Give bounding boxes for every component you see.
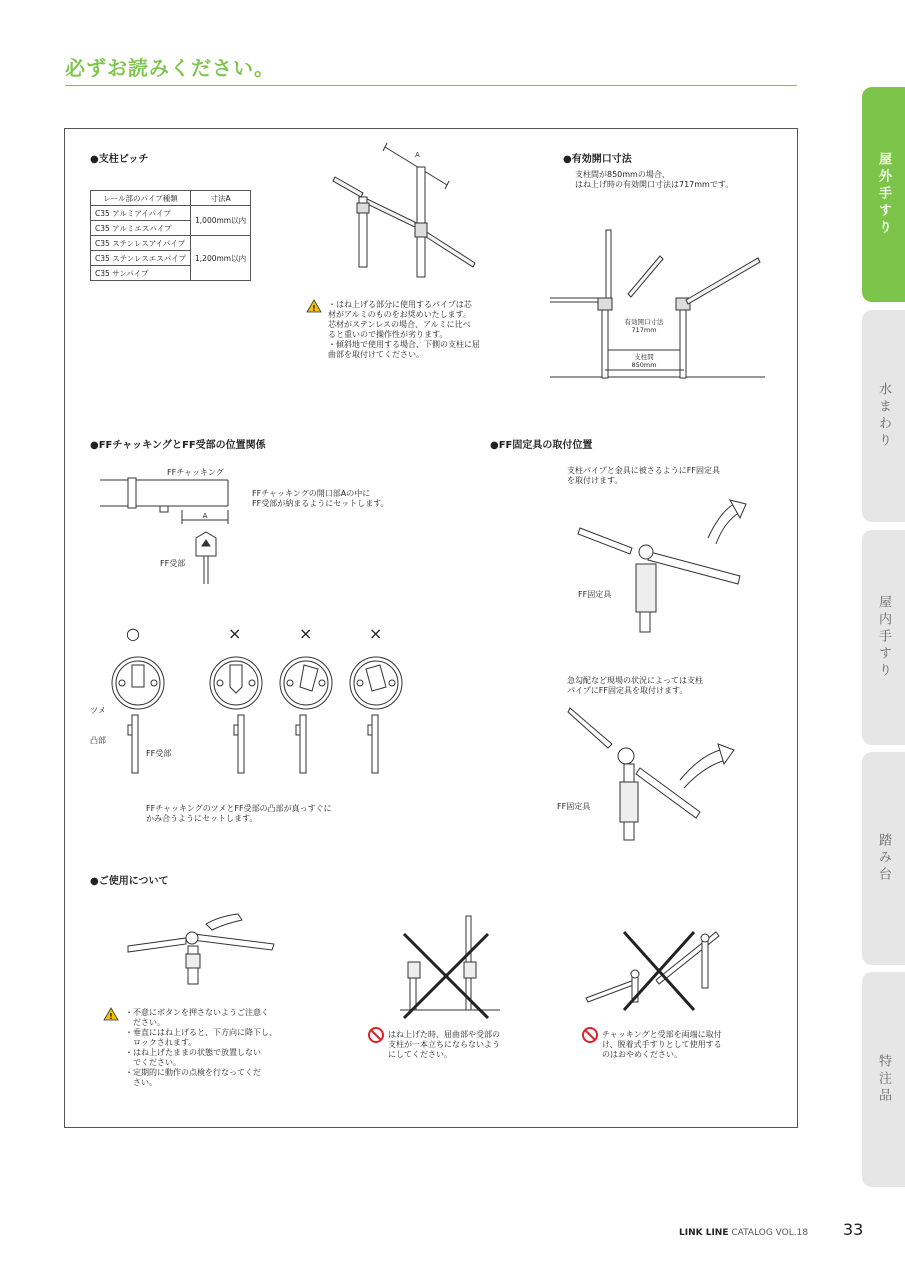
prohibit-line: け、脱着式手すりとして使用する xyxy=(602,1040,722,1049)
warning-line: ・不意にボタンを押さないようご注意く xyxy=(125,1008,269,1017)
ff-receiver-label: FF受部 xyxy=(160,559,186,568)
warning-line: さい。 xyxy=(125,1078,157,1087)
ff-position-text xyxy=(252,489,389,509)
ff-fixture-text-1 xyxy=(567,466,720,486)
pitch-table-cell: C35 ステンレスアイパイプ xyxy=(91,236,191,251)
pitch-table-header: レール部のパイプ種類 xyxy=(91,191,191,206)
ff-position-note xyxy=(146,804,332,824)
warning-icon xyxy=(104,1008,118,1020)
pitch-table-cell: C35 アルミエスパイプ xyxy=(91,221,191,236)
pitch-table-cell: C35 サンパイプ xyxy=(91,266,191,281)
opening-diagram xyxy=(550,222,770,382)
ff-receiver-label-2: FF受部 xyxy=(146,749,172,758)
pitch-warning xyxy=(328,300,480,360)
ff-fixture-label-1: FF固定具 xyxy=(578,590,612,599)
tab-custom[interactable] xyxy=(862,972,905,1187)
title-rule xyxy=(65,85,797,86)
warning-line: ・傾斜地で使用する場合、下側の支柱に屈 xyxy=(328,340,480,349)
ff-fixture-diagram-1 xyxy=(580,492,750,632)
pitch-table xyxy=(90,190,251,281)
opening-value: 717mm xyxy=(631,326,657,334)
warning-line: ・はね上げる部分に使用するパイプは芯 xyxy=(328,300,472,309)
brand-name: LINK LINE xyxy=(679,1228,729,1238)
warning-line: でください。 xyxy=(125,1058,181,1067)
ff-fixture-diagram-2 xyxy=(570,704,745,844)
svg-text:!: ! xyxy=(312,304,316,313)
warning-line: ・垂直にはね上げると、下方向に降下し、 xyxy=(125,1028,277,1037)
footer-brand xyxy=(679,1228,808,1238)
prohibit-text-1 xyxy=(388,1030,500,1060)
ff-chucking-label: FFチャッキング xyxy=(167,468,224,477)
prohibit-line: はね上げた時、屈曲部や受部の xyxy=(388,1030,500,1039)
tab-water[interactable] xyxy=(862,310,905,522)
ff-fixture-label-2: FF固定具 xyxy=(557,802,591,811)
prohibit-line: のはおやめください。 xyxy=(602,1050,682,1059)
warning-line: 材がアルミのものをお奨めいたします。 xyxy=(328,310,472,319)
ff-position-text-line: FFチャッキングの開口部Aの中に xyxy=(252,489,371,498)
ff-fixture-line: パイプにFF固定具を取付けます。 xyxy=(567,686,688,695)
pitch-value: 850mm xyxy=(631,361,657,369)
warning-line: ロックされます。 xyxy=(125,1038,197,1047)
warning-line: ・はね上げたままの状態で放置しない xyxy=(125,1048,261,1057)
warning-line: 曲部を取付けてください。 xyxy=(328,350,424,359)
pitch-table-cell: 1,200mm以内 xyxy=(191,236,251,281)
prohibited-usage-diagram-1 xyxy=(400,912,500,1022)
pitch-table-cell: 1,000mm以内 xyxy=(191,206,251,236)
opening-label: 有効開口寸法 xyxy=(624,318,664,326)
prohibit-line: にしてください。 xyxy=(388,1050,452,1059)
ff-fixture-line: を取付けます。 xyxy=(567,476,623,485)
ff-position-text-line: FF受部が納まるようにセットします。 xyxy=(252,499,389,508)
usage-heading: ●ご使用について xyxy=(90,876,169,887)
catalog-version: CATALOG VOL.18 xyxy=(731,1228,809,1238)
svg-text:!: ! xyxy=(109,1012,113,1021)
tsume-label: ツメ xyxy=(90,706,106,715)
prohibit-line: 支柱が一本立ちにならないよう xyxy=(388,1040,500,1049)
prohibited-usage-diagram-2 xyxy=(586,928,726,1014)
ng-mark: × xyxy=(369,624,383,643)
prohibit-icon xyxy=(582,1027,598,1043)
prohibit-icon xyxy=(368,1027,384,1043)
pitch-table-cell: C35 ステンレスエスパイプ xyxy=(91,251,191,266)
opening-text-line: はね上げ時の有効開口寸法は717mmです。 xyxy=(575,180,734,189)
warning-icon xyxy=(307,300,321,312)
pitch-diagram xyxy=(325,145,485,275)
ng-mark: × xyxy=(228,624,242,643)
warning-line: ・定期的に動作の点検を行なってくだ xyxy=(125,1068,261,1077)
pitch-label: 支柱間 xyxy=(634,353,654,361)
prohibit-line: チャッキングと受部を両端に取付 xyxy=(602,1030,722,1039)
opening-heading: ●有効開口寸法 xyxy=(563,154,632,165)
pitch-heading: ●支柱ピッチ xyxy=(90,154,149,165)
tab-label: 水まわり xyxy=(876,382,891,450)
ff-note-line: かみ合うようにセットします。 xyxy=(146,814,258,823)
opening-text-line: 支柱間が850mmの場合、 xyxy=(575,170,670,179)
pitch-table-cell: C35 アルミアイパイプ xyxy=(91,206,191,221)
warning-line: 芯材がステンレスの場合、アルミに比べ xyxy=(328,320,471,329)
warning-line: ると重いので操作性が劣ります。 xyxy=(328,330,448,339)
ng-mark: × xyxy=(299,624,313,643)
ff-fixture-line: 急勾配など現場の状況によっては支柱 xyxy=(567,676,703,685)
usage-diagram xyxy=(128,906,278,986)
ff-a-label: A xyxy=(202,512,208,520)
page-title: 必ずお読みください。 xyxy=(65,56,275,80)
tab-label: 屋外手すり xyxy=(876,152,891,237)
tab-step-stool[interactable] xyxy=(862,752,905,965)
tab-label: 特注品 xyxy=(876,1054,891,1105)
ff-fixture-line: 支柱パイプと金具に被さるようにFF固定具 xyxy=(567,466,720,475)
ff-note-line: FFチャッキングのツメとFF受部の凸部が真っすぐに xyxy=(146,804,332,813)
tab-indoor-handrail[interactable] xyxy=(862,530,905,745)
tab-label: 踏み台 xyxy=(876,833,891,884)
pitch-dim-label: A xyxy=(415,151,420,159)
pitch-table-header: 寸法A xyxy=(191,191,251,206)
totsubu-label: 凸部 xyxy=(90,736,106,745)
ff-fixture-heading: ●FF固定具の取付位置 xyxy=(490,440,593,451)
ok-mark: ○ xyxy=(126,624,140,643)
tab-outdoor-handrail[interactable] xyxy=(862,87,905,302)
ff-position-heading: ●FFチャッキングとFF受部の位置関係 xyxy=(90,440,266,451)
page-number: 33 xyxy=(843,1220,864,1239)
warning-line: ださい。 xyxy=(125,1018,165,1027)
tab-label: 屋内手すり xyxy=(876,595,891,680)
prohibit-text-2 xyxy=(602,1030,722,1060)
opening-text xyxy=(575,170,733,190)
usage-warning xyxy=(125,1008,277,1088)
ff-chucking-diagram xyxy=(100,476,240,586)
ff-fixture-text-2 xyxy=(567,676,703,696)
